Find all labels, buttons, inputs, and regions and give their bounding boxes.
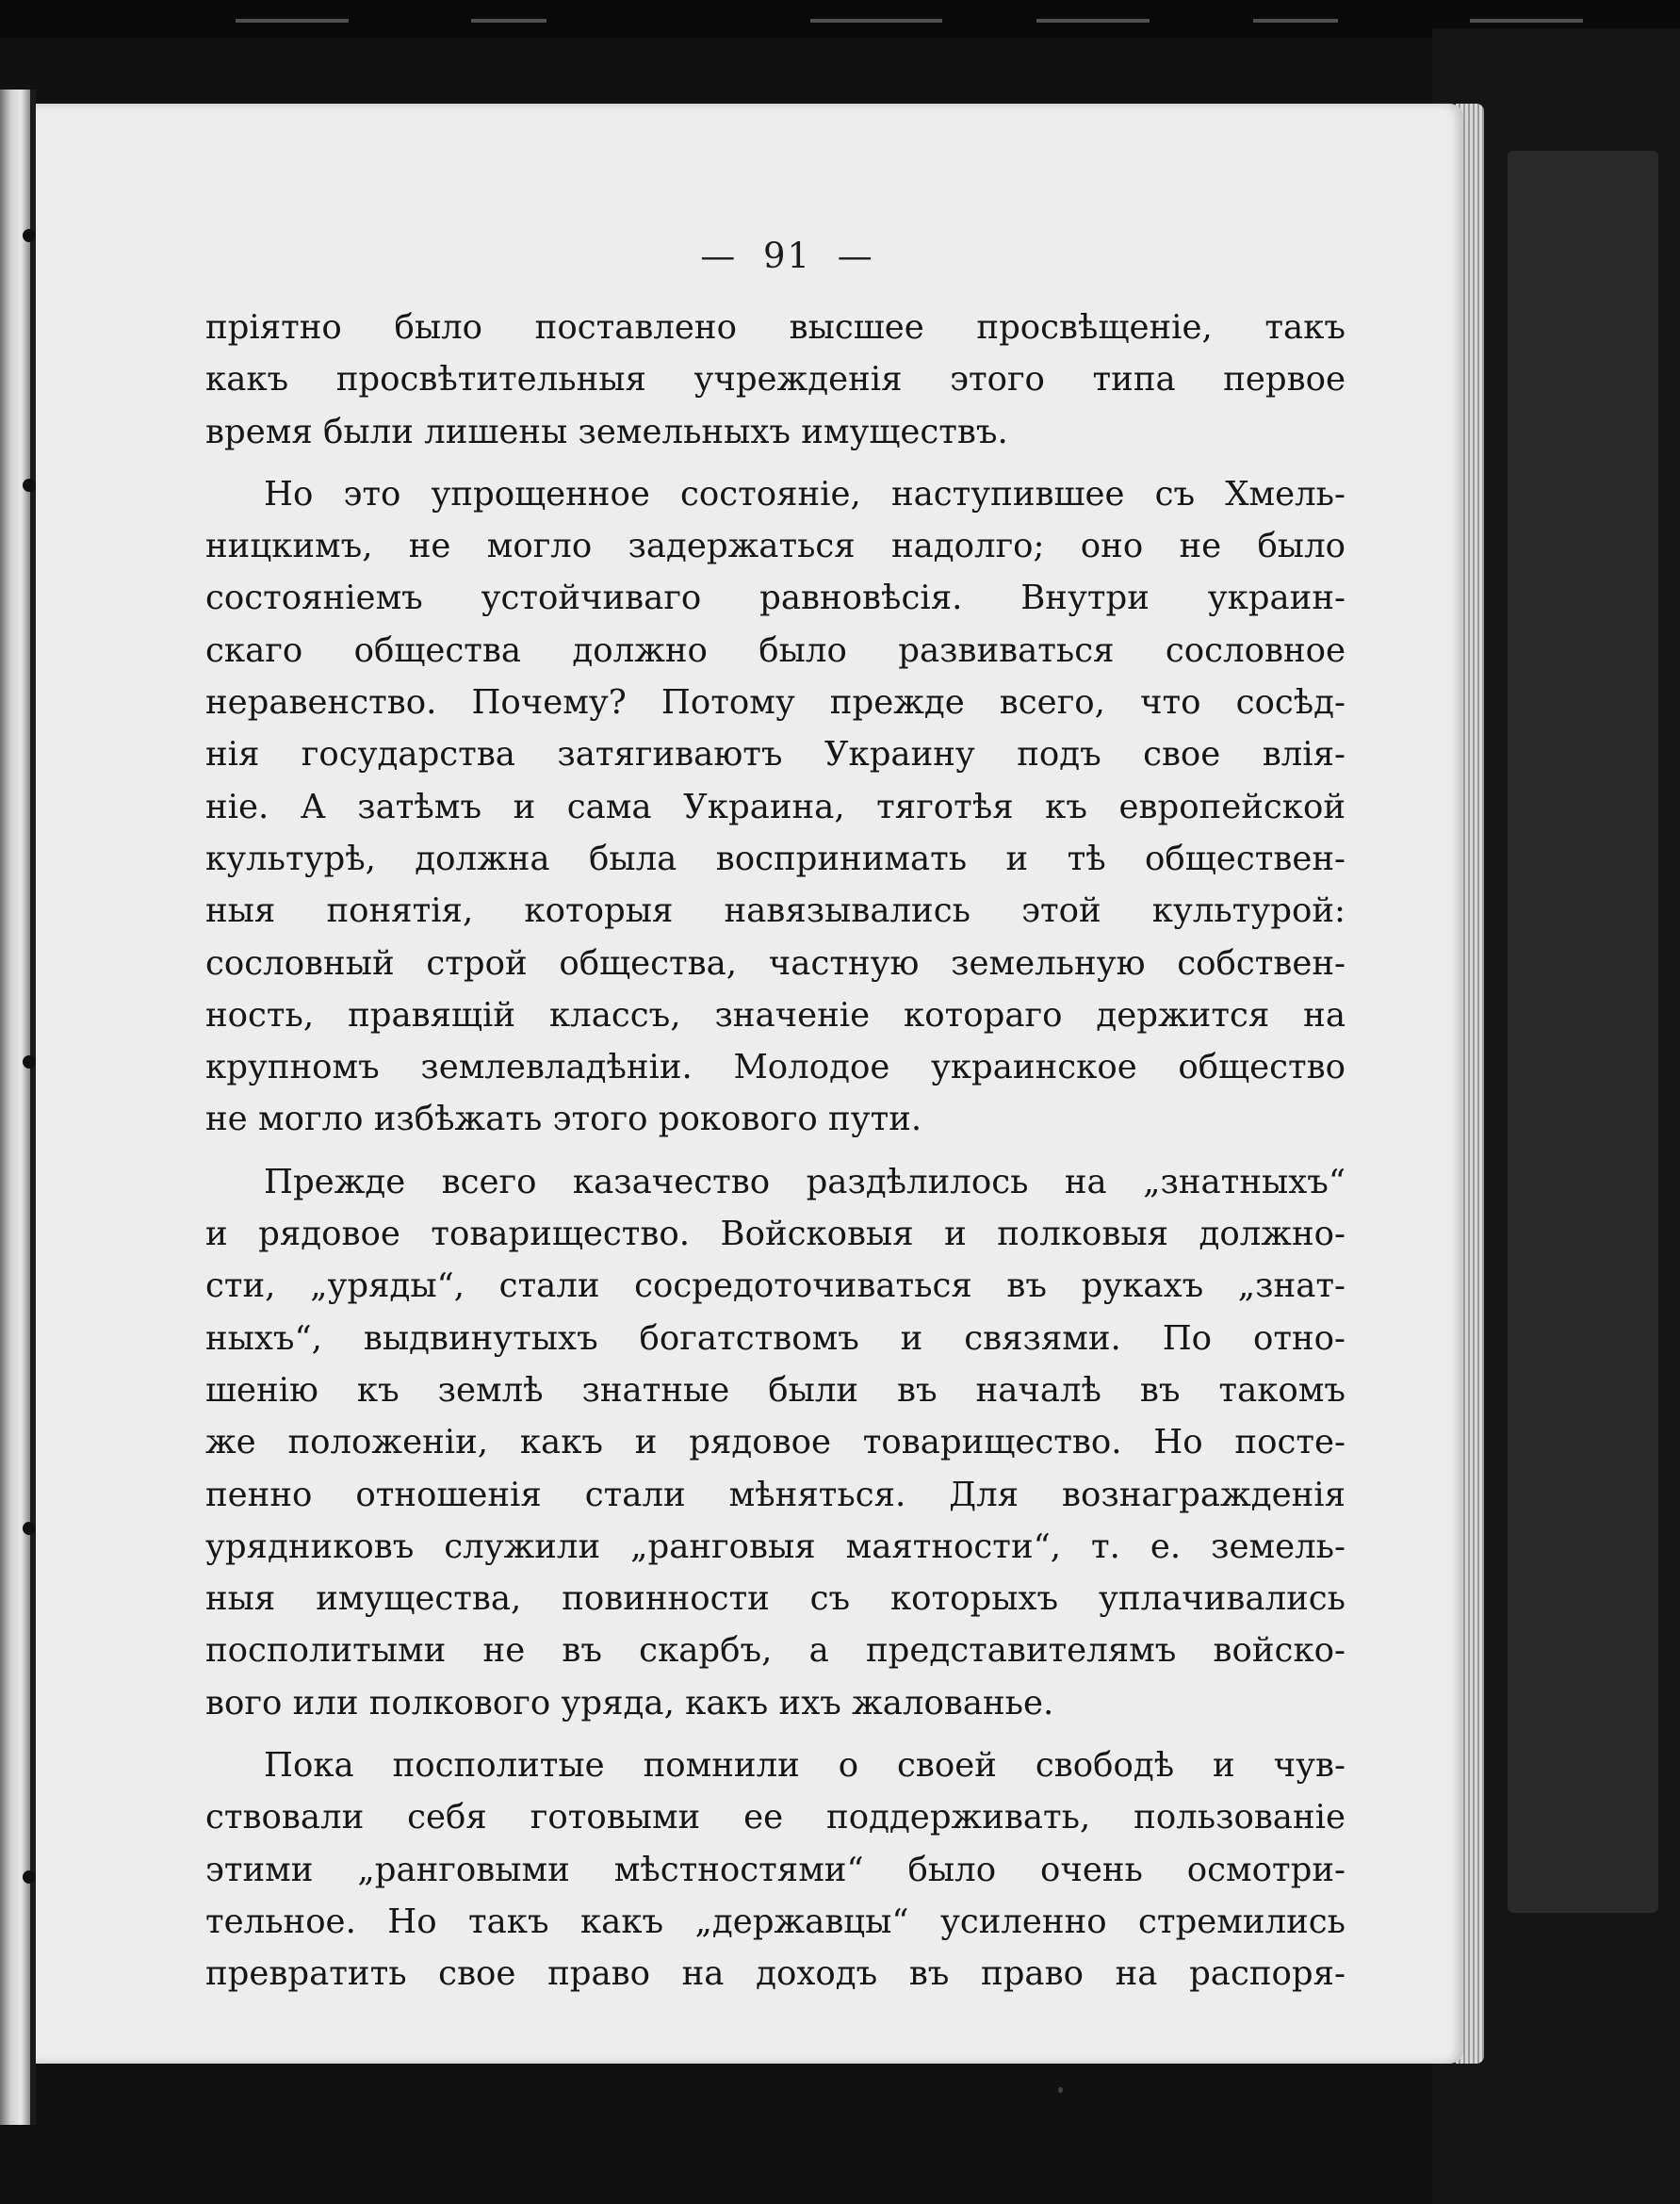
text-line: Но это упрощенное состояніе, наступившее съ Хмель- [264,474,1346,514]
text-line: же положеніи, какъ и рядовое товарищество. Но посте- [205,1423,1346,1462]
text-line: превратить свое право на доходъ въ право на распоря- [205,1954,1346,1994]
text-line: Прежде всего казачество раздѣлилось на „знатныхъ“ [264,1162,1346,1201]
body-text [205,302,1346,2000]
print-speck [1058,2087,1063,2093]
text-line: ствовали себя готовыми ее поддерживать, пользованіе [205,1798,1346,1837]
binding-stitch [23,1522,36,1535]
text-line: ніе. А затѣмъ и сама Украина, тяготѣя къ европейской [205,787,1346,826]
text-line: и рядовое товарищество. Войсковыя и полковыя должно- [205,1215,1346,1254]
book-page [36,104,1463,2064]
ruler-mark [1253,19,1338,23]
text-line: культурѣ, должна была воспринимать и тѣ обществен- [205,839,1346,878]
text-line: этими „ранговыми мѣстностями“ было очень осмотри- [205,1850,1346,1889]
text-line: тельное. Но такъ какъ „державцы“ усиленно стремились [205,1902,1346,1941]
text-line: ность, правящій классъ, значеніе котораго держится на [205,995,1346,1035]
text-line: Пока посполитые помнили о своей свободѣ и чув- [264,1746,1346,1786]
text-line: посполитыми не въ скарбъ, а представителямъ войско- [205,1631,1346,1671]
page-number: — 91 — [700,236,874,276]
ruler-mark [1470,19,1583,23]
text-line: сти, „уряды“, стали сосредоточиваться въ рукахъ „знат- [205,1266,1346,1306]
cover-board [1508,151,1658,1913]
text-line: пенно отношенія стали мѣняться. Для вознагражденія [205,1475,1346,1514]
text-line: пріятно было поставлено высшее просвѣщеніе, такъ [205,308,1346,347]
text-line: шенію къ землѣ знатные были въ началѣ въ такомъ [205,1370,1346,1410]
text-line: время были лишены земельныхъ имуществъ. [205,412,1008,451]
text-line: нія государства затягиваютъ Украину подъ свое влія- [205,735,1346,775]
text-line: крупномъ землевладѣніи. Молодое украинское общество [205,1048,1346,1087]
previous-page-edge [0,90,30,2125]
ruler-mark [471,19,546,23]
text-line: скаго общества должно было развиваться сословное [205,630,1346,670]
ruler-mark [810,19,942,23]
binding-stitch [23,479,36,492]
binding-stitch [23,1870,36,1884]
text-line: ницкимъ, не могло задержаться надолго; оно не было [205,527,1346,566]
text-line: неравенство. Почему? Потому прежде всего, что сосѣд- [205,683,1346,723]
text-line: урядниковъ служили „ранговыя маятности“, т. е. земель- [205,1526,1346,1566]
ruler-mark [236,19,349,23]
text-line: какъ просвѣтительныя учрежденія этого типа первое [205,360,1346,400]
text-line: ныя имущества, повинности съ которыхъ уплачивались [205,1579,1346,1619]
text-line: ныя понятія, которыя навязывались этой культурой: [205,891,1346,931]
text-line: состояніемъ устойчиваго равновѣсія. Внутри украин- [205,579,1346,618]
text-line: не могло избѣжать этого рокового пути. [205,1100,922,1139]
text-line: сословный строй общества, частную земельную собствен- [205,943,1346,983]
text-line: ныхъ“, выдвинутыхъ богатствомъ и связями. По отно- [205,1318,1346,1358]
paragraph-gap [205,1729,1346,1739]
binding-stitch [23,1055,36,1069]
binding-stitch [23,229,36,242]
paragraph-gap [205,458,1346,468]
text-line: вого или полкового уряда, какъ ихъ жалованье. [205,1683,1054,1722]
paragraph-gap [205,1146,1346,1156]
top-strip [0,0,1680,38]
ruler-mark [1036,19,1150,23]
